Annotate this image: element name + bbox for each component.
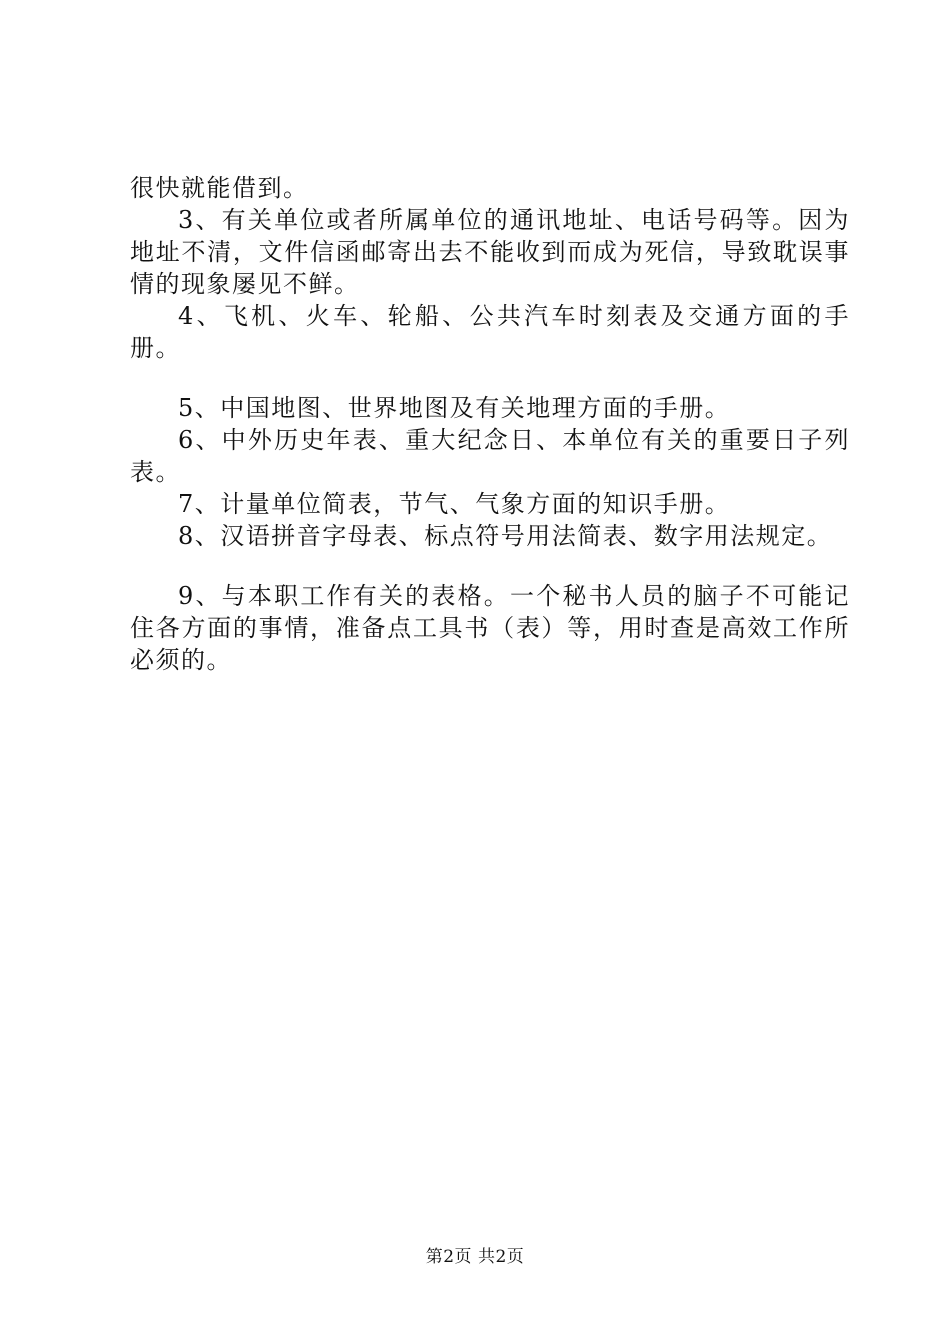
paragraph-item-6: 6、中外历史年表、重大纪念日、本单位有关的重要日子列表。 (130, 426, 850, 486)
paragraph-item-7: 7、计量单位简表，节气、气象方面的知识手册。 (178, 490, 731, 518)
paragraph-gap (130, 364, 850, 392)
paragraph-item-3: 3、有关单位或者所属单位的通讯地址、电话号码等。因为地址不清，文件信函邮寄出去不能收到而成为死信，导致耽误事情的现象屡见不鲜。 (130, 206, 850, 298)
paragraph-continuation: 很快就能借到。 (130, 174, 309, 202)
page-footer: 第2页 共2页 (425, 1247, 525, 1267)
paragraph-item-5: 5、中国地图、世界地图及有关地理方面的手册。 (178, 394, 731, 422)
paragraph-gap (130, 552, 850, 580)
paragraph-item-8: 8、汉语拼音字母表、标点符号用法简表、数字用法规定。 (178, 522, 833, 550)
paragraph-item-4: 4、飞机、火车、轮船、公共汽车时刻表及交通方面的手册。 (130, 302, 850, 362)
document-body (130, 172, 850, 676)
paragraph-item-9: 9、与本职工作有关的表格。一个秘书人员的脑子不可能记住各方面的事情，准备点工具书（表）等，用时查是高效工作所必须的。 (130, 582, 850, 674)
